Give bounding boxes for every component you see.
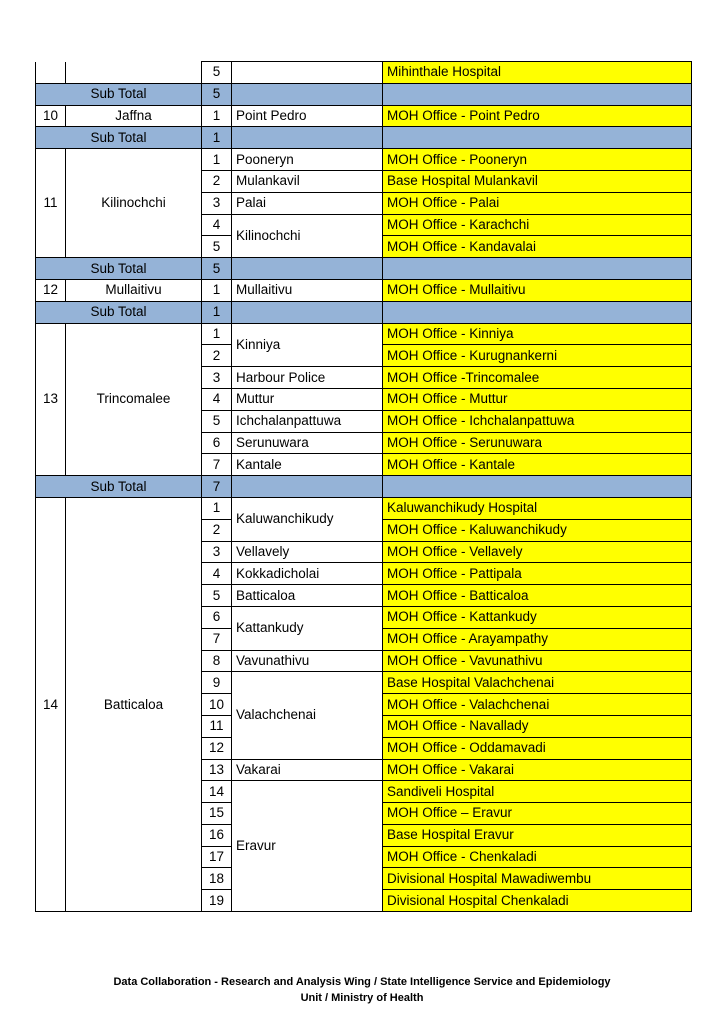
row-number: 1	[202, 497, 232, 519]
subtotal-empty	[383, 127, 692, 149]
subtotal-label: Sub Total	[36, 83, 202, 105]
office-name: Base Hospital Mulankavil	[383, 170, 692, 192]
office-name: MOH Office - Chenkaladi	[383, 846, 692, 868]
office-name: MOH Office - Kinniya	[383, 323, 692, 345]
row-number: 5	[202, 62, 232, 84]
row-number: 3	[202, 541, 232, 563]
subtotal-row	[36, 301, 692, 323]
area-name: Vellavely	[232, 541, 383, 563]
office-name: Kaluwanchikudy Hospital	[383, 497, 692, 519]
district-number	[36, 62, 66, 84]
subtotal-row	[36, 476, 692, 498]
district-name	[66, 62, 202, 84]
subtotal-empty	[232, 258, 383, 280]
subtotal-value: 5	[202, 258, 232, 280]
page-footer	[0, 974, 724, 1006]
office-name: Divisional Hospital Mawadiwembu	[383, 868, 692, 890]
row-number: 6	[202, 606, 232, 628]
subtotal-empty	[383, 301, 692, 323]
office-name: MOH Office - Kattankudy	[383, 606, 692, 628]
district-name: Batticaloa	[66, 497, 202, 911]
table-row	[36, 149, 692, 171]
subtotal-label: Sub Total	[36, 258, 202, 280]
area-name: Point Pedro	[232, 105, 383, 127]
area-name: Valachchenai	[232, 672, 383, 759]
office-name: MOH Office - Kandavalai	[383, 236, 692, 258]
row-number: 9	[202, 672, 232, 694]
subtotal-row	[36, 127, 692, 149]
row-number: 7	[202, 454, 232, 476]
row-number: 2	[202, 170, 232, 192]
office-name: MOH Office - Mullaitivu	[383, 279, 692, 301]
area-name: Muttur	[232, 388, 383, 410]
area-name	[232, 62, 383, 84]
office-name: MOH Office - Vavunathivu	[383, 650, 692, 672]
row-number: 19	[202, 890, 232, 912]
row-number: 7	[202, 628, 232, 650]
subtotal-row	[36, 258, 692, 280]
row-number: 5	[202, 236, 232, 258]
row-number: 1	[202, 323, 232, 345]
subtotal-label: Sub Total	[36, 301, 202, 323]
area-name: Kilinochchi	[232, 214, 383, 258]
area-name: Eravur	[232, 781, 383, 912]
row-number: 2	[202, 519, 232, 541]
hospital-table	[35, 61, 692, 912]
row-number: 10	[202, 694, 232, 716]
district-number: 11	[36, 149, 66, 258]
subtotal-empty	[232, 83, 383, 105]
area-name: Palai	[232, 192, 383, 214]
subtotal-empty	[232, 127, 383, 149]
area-name: Serunuwara	[232, 432, 383, 454]
row-number: 4	[202, 563, 232, 585]
office-name: MOH Office -Trincomalee	[383, 367, 692, 389]
row-number: 12	[202, 737, 232, 759]
area-name: Kaluwanchikudy	[232, 497, 383, 541]
subtotal-empty	[383, 476, 692, 498]
row-number: 2	[202, 345, 232, 367]
office-name: Base Hospital Eravur	[383, 824, 692, 846]
row-number: 3	[202, 367, 232, 389]
row-number: 4	[202, 214, 232, 236]
office-name: MOH Office - Valachchenai	[383, 694, 692, 716]
office-name: MOH Office - Palai	[383, 192, 692, 214]
area-name: Pooneryn	[232, 149, 383, 171]
subtotal-value: 7	[202, 476, 232, 498]
district-number: 10	[36, 105, 66, 127]
office-name: MOH Office - Pattipala	[383, 563, 692, 585]
office-name: MOH Office - Kaluwanchikudy	[383, 519, 692, 541]
office-name: Mihinthale Hospital	[383, 62, 692, 84]
table-row	[36, 105, 692, 127]
row-number: 11	[202, 715, 232, 737]
area-name: Vakarai	[232, 759, 383, 781]
row-number: 5	[202, 585, 232, 607]
area-name: Kattankudy	[232, 606, 383, 650]
row-number: 1	[202, 105, 232, 127]
office-name: MOH Office - Muttur	[383, 388, 692, 410]
table-body	[36, 62, 692, 912]
row-number: 17	[202, 846, 232, 868]
office-name: Divisional Hospital Chenkaladi	[383, 890, 692, 912]
subtotal-row	[36, 83, 692, 105]
district-number: 12	[36, 279, 66, 301]
row-number: 5	[202, 410, 232, 432]
area-name: Ichchalanpattuwa	[232, 410, 383, 432]
footer-line-1: Data Collaboration - Research and Analysis Wing / State Intelligence Service and Epidemiology	[113, 976, 611, 988]
row-number: 13	[202, 759, 232, 781]
office-name: MOH Office - Oddamavadi	[383, 737, 692, 759]
office-name: MOH Office - Arayampathy	[383, 628, 692, 650]
office-name: MOH Office - Serunuwara	[383, 432, 692, 454]
subtotal-label: Sub Total	[36, 127, 202, 149]
office-name: MOH Office - Karachchi	[383, 214, 692, 236]
subtotal-empty	[232, 301, 383, 323]
office-name: MOH Office - Pooneryn	[383, 149, 692, 171]
office-name: MOH Office - Navallady	[383, 715, 692, 737]
row-number: 1	[202, 279, 232, 301]
subtotal-value: 1	[202, 127, 232, 149]
office-name: Sandiveli Hospital	[383, 781, 692, 803]
area-name: Harbour Police	[232, 367, 383, 389]
row-number: 3	[202, 192, 232, 214]
area-name: Kantale	[232, 454, 383, 476]
area-name: Kokkadicholai	[232, 563, 383, 585]
office-name: MOH Office - Point Pedro	[383, 105, 692, 127]
district-name: Kilinochchi	[66, 149, 202, 258]
district-number: 14	[36, 497, 66, 911]
office-name: MOH Office - Kantale	[383, 454, 692, 476]
office-name: MOH Office - Batticaloa	[383, 585, 692, 607]
subtotal-value: 5	[202, 83, 232, 105]
area-name: Mullaitivu	[232, 279, 383, 301]
area-name: Batticaloa	[232, 585, 383, 607]
table-row	[36, 497, 692, 519]
area-name: Kinniya	[232, 323, 383, 367]
row-number: 16	[202, 824, 232, 846]
subtotal-label: Sub Total	[36, 476, 202, 498]
row-number: 15	[202, 803, 232, 825]
table-row	[36, 323, 692, 345]
row-number: 1	[202, 149, 232, 171]
office-name: MOH Office - Vellavely	[383, 541, 692, 563]
row-number: 6	[202, 432, 232, 454]
office-name: MOH Office - Vakarai	[383, 759, 692, 781]
subtotal-empty	[383, 83, 692, 105]
row-number: 8	[202, 650, 232, 672]
area-name: Vavunathivu	[232, 650, 383, 672]
district-name: Mullaitivu	[66, 279, 202, 301]
subtotal-value: 1	[202, 301, 232, 323]
row-number: 18	[202, 868, 232, 890]
office-name: MOH Office - Ichchalanpattuwa	[383, 410, 692, 432]
office-name: MOH Office – Eravur	[383, 803, 692, 825]
area-name: Mulankavil	[232, 170, 383, 192]
footer-line-2: Unit / Ministry of Health	[300, 992, 424, 1004]
district-name: Trincomalee	[66, 323, 202, 476]
row-number: 14	[202, 781, 232, 803]
subtotal-empty	[383, 258, 692, 280]
table-row	[36, 62, 692, 84]
subtotal-empty	[232, 476, 383, 498]
district-number: 13	[36, 323, 66, 476]
table-row	[36, 279, 692, 301]
office-name: MOH Office - Kurugnankerni	[383, 345, 692, 367]
row-number: 4	[202, 388, 232, 410]
office-name: Base Hospital Valachchenai	[383, 672, 692, 694]
district-name: Jaffna	[66, 105, 202, 127]
